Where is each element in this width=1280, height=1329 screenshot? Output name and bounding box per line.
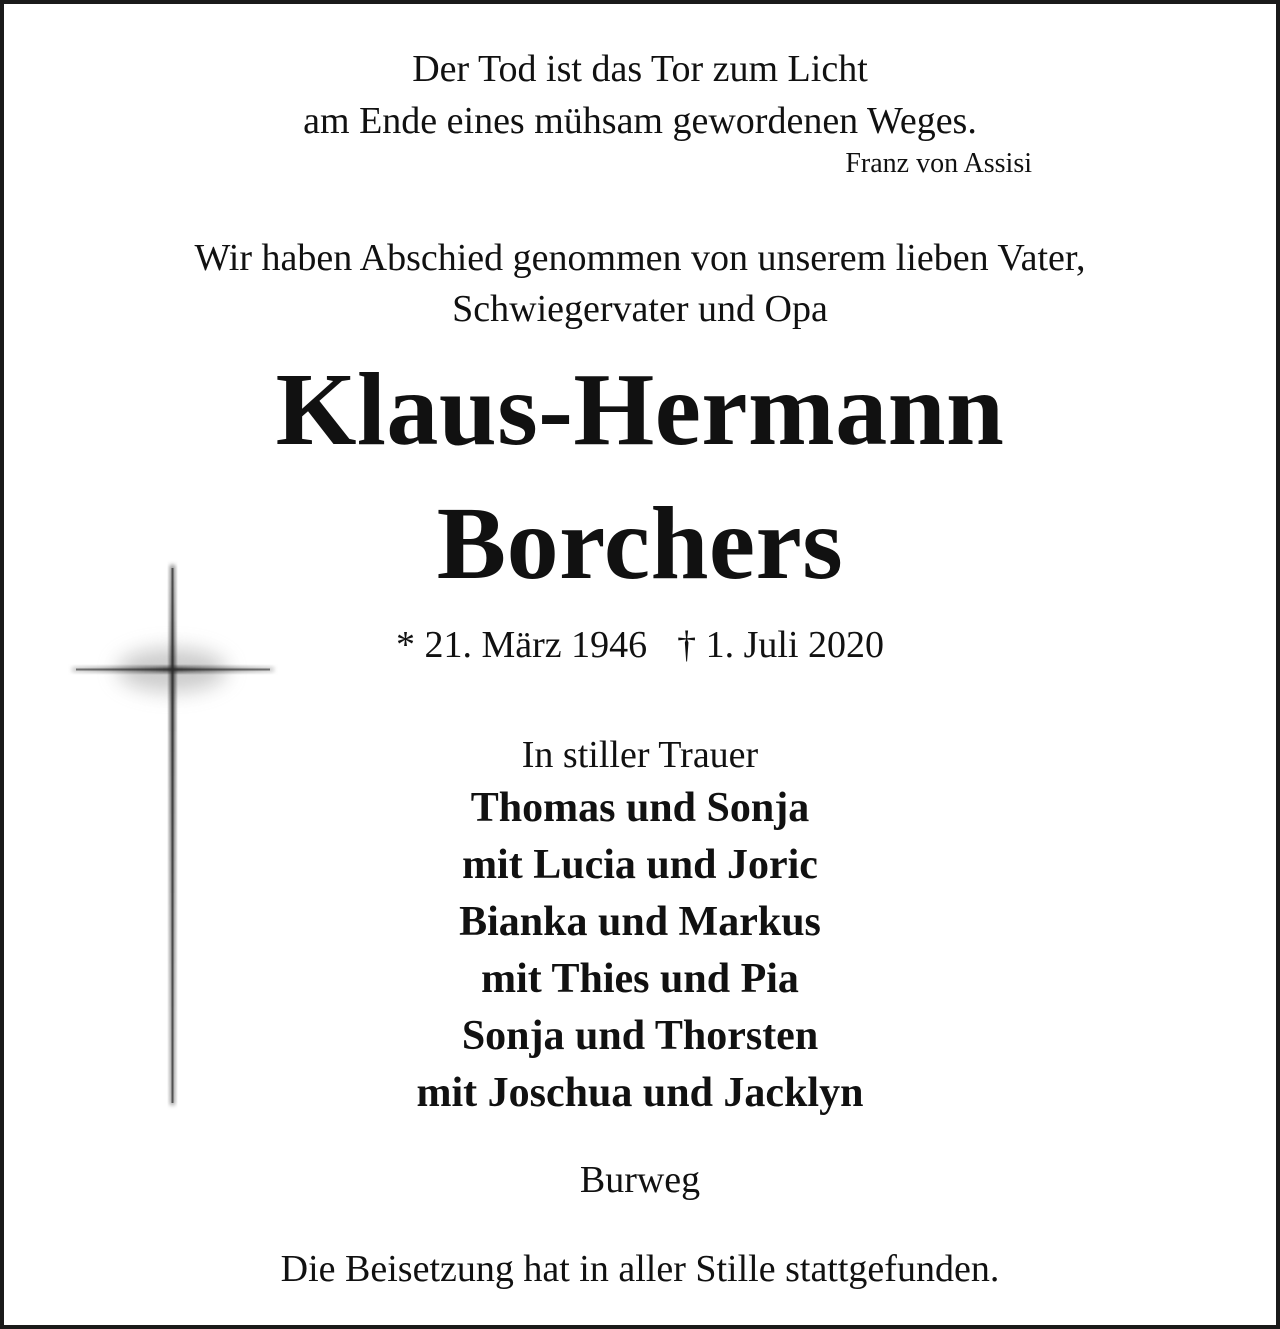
- mourner-line: Thomas und Sonja: [470, 785, 810, 831]
- intro-line-2: Schwiegervater und Opa: [452, 288, 828, 330]
- birth-date: * 21. März 1946: [395, 624, 648, 666]
- mourner-line: mit Joschua und Jacklyn: [416, 1070, 864, 1116]
- motto-line-2: am Ende eines mühsam gewordenen Weges.: [303, 100, 977, 142]
- motto-line-1: Der Tod ist das Tor zum Licht: [412, 48, 868, 90]
- residence-place: Burweg: [579, 1159, 701, 1201]
- deceased-last-name: Borchers: [436, 486, 844, 601]
- mourner-line: Sonja und Thorsten: [461, 1013, 819, 1059]
- mourner-line: mit Lucia und Joric: [462, 842, 818, 888]
- mourners-heading: In stiller Trauer: [521, 734, 759, 776]
- burial-notice: Die Beisetzung hat in aller Stille stattgefunden.: [280, 1248, 1000, 1290]
- death-date: † 1. Juli 2020: [677, 624, 885, 666]
- intro-line-1: Wir haben Abschied genommen von unserem lieben Vater,: [194, 237, 1086, 279]
- mourner-line: Bianka und Markus: [459, 899, 821, 945]
- motto-author: Franz von Assisi: [845, 148, 1032, 179]
- deceased-first-name: Klaus-Hermann: [275, 352, 1005, 467]
- mourner-line: mit Thies und Pia: [481, 956, 799, 1002]
